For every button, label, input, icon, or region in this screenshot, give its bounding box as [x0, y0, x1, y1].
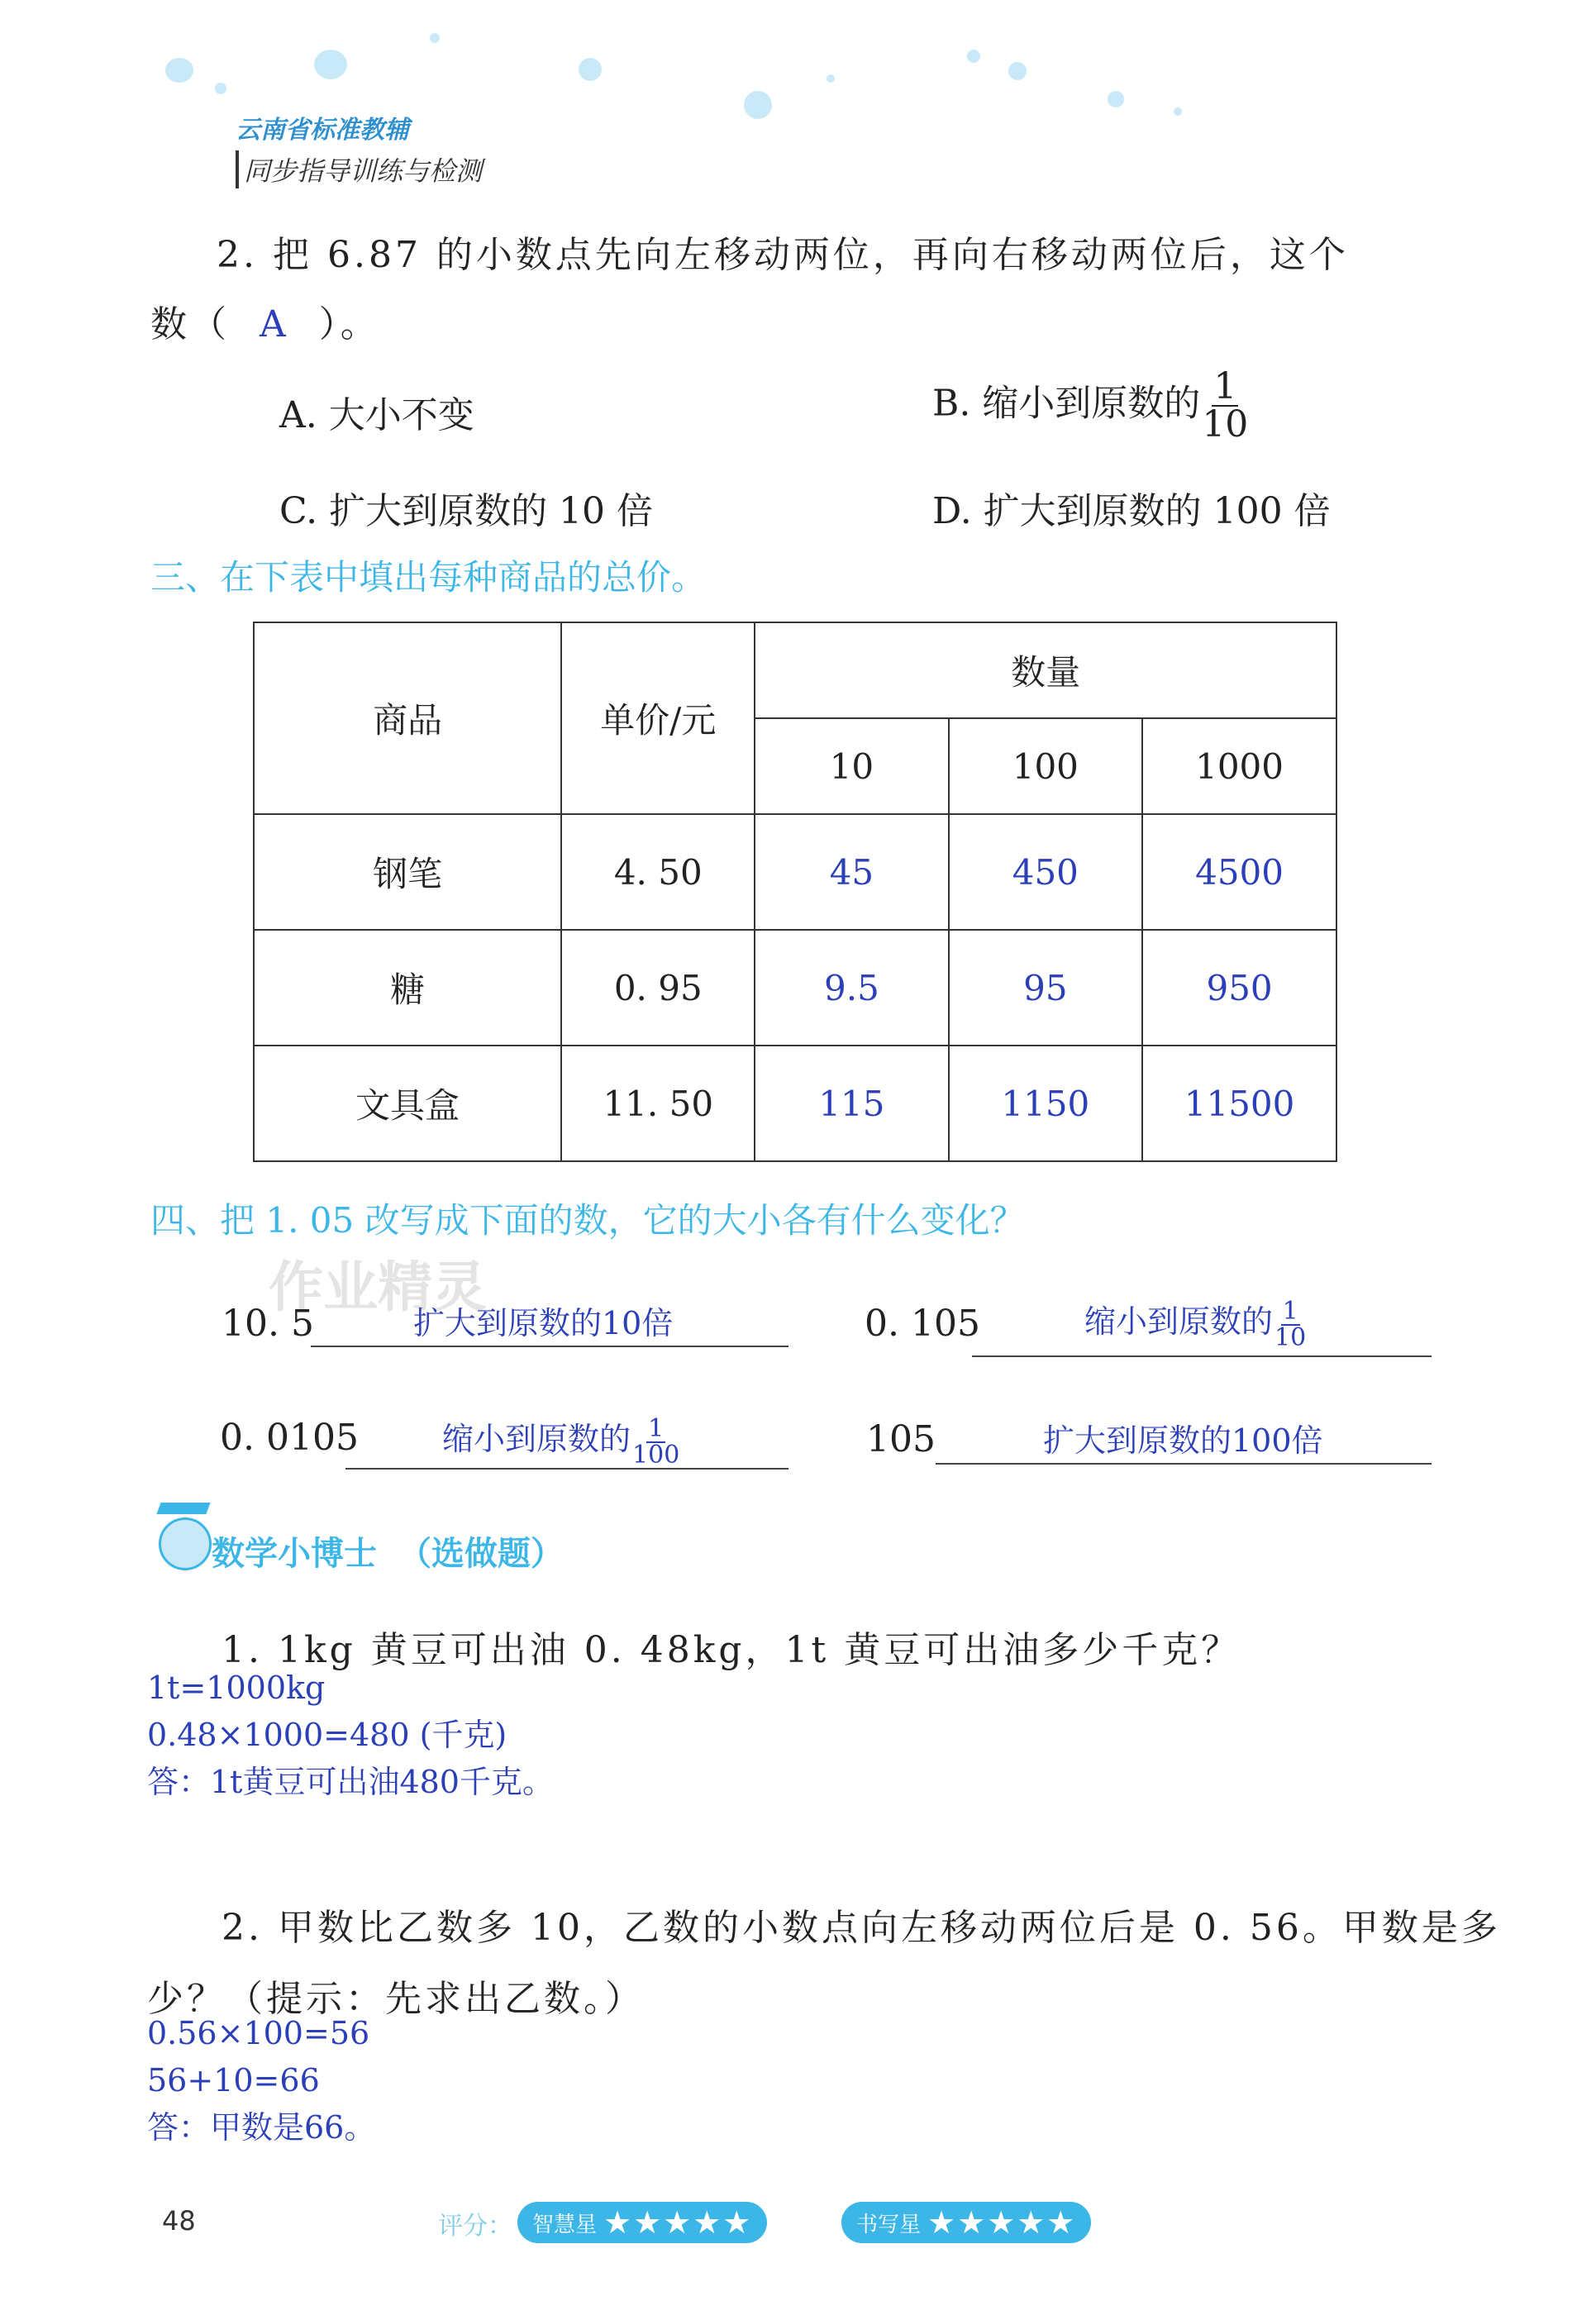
fraction	[631, 1413, 681, 1470]
q2-line1	[217, 225, 1349, 278]
fraction-numerator: 1	[648, 1413, 665, 1443]
total-price: 11500	[1142, 1046, 1336, 1161]
q2-line2	[150, 294, 380, 347]
total-price: 450	[949, 814, 1143, 930]
total-price: 9.5	[755, 930, 948, 1046]
rewrite-number: 0. 105	[865, 1303, 980, 1345]
answer-line	[345, 1468, 788, 1470]
badge-label: 智慧星	[532, 2212, 598, 2237]
answer-line	[972, 1355, 1432, 1357]
goods-name: 文具盒	[254, 1046, 561, 1161]
doctor-optional: （选做题）	[398, 1535, 564, 1573]
fraction-denominator: 10	[1274, 1322, 1307, 1352]
rewrite-answer	[1084, 1296, 1308, 1351]
q2-option-a: A. 大小不变	[279, 394, 474, 436]
solution-line: 1t=1000kg	[147, 1670, 326, 1706]
unit-price: 0. 95	[561, 930, 755, 1046]
rewrite-answer-text: 缩小到原数的	[1084, 1303, 1274, 1340]
goods-name: 糖	[254, 930, 561, 1046]
total-price: 115	[755, 1046, 948, 1161]
book-subtitle: 同步指导训练与检测	[236, 150, 482, 188]
mascot-icon	[154, 1503, 212, 1577]
unit-price: 11. 50	[561, 1046, 755, 1161]
price-table	[253, 622, 1337, 1162]
doctor-q2-line2: 少？（提示：先求出乙数。）	[147, 1978, 645, 2020]
table-row	[254, 930, 1336, 1046]
header-quantity: 数量	[755, 622, 1336, 718]
solution-line: 0.48×1000=480 (千克)	[147, 1717, 507, 1753]
q2-number: 2.	[217, 234, 258, 276]
unit-price: 4. 50	[561, 814, 755, 930]
total-price: 95	[949, 930, 1143, 1046]
q2-text-suffix: ）。	[318, 303, 380, 345]
star-rating: ★★★★★	[927, 2204, 1077, 2241]
fraction-numerator: 1	[1282, 1296, 1298, 1326]
qty-100: 100	[949, 718, 1143, 814]
q2-option-b	[932, 365, 1250, 445]
fraction-denominator: 10	[1202, 403, 1249, 445]
rewrite-number: 0. 0105	[220, 1417, 359, 1459]
rewrite-answer: 扩大到原数的10倍	[413, 1305, 674, 1341]
rewrite-answer-text: 缩小到原数的	[442, 1421, 631, 1457]
answer-line	[936, 1463, 1432, 1465]
fraction-denominator: 100	[632, 1440, 680, 1470]
q2-answer: A	[260, 303, 289, 345]
q2-option-c: C. 扩大到原数的 10 倍	[279, 490, 654, 532]
total-price: 45	[755, 814, 948, 930]
series-title: 云南省标准教辅	[236, 116, 409, 145]
q2-text-prefix: 数（	[150, 303, 230, 345]
q2-text-line1: 把 6.87 的小数点先向左移动两位，再向右移动两位后，这个	[272, 234, 1349, 276]
section3-title: 三、在下表中填出每种商品的总价。	[150, 557, 707, 598]
header-logo	[236, 109, 482, 188]
solution-line: 答：1t黄豆可出油480千克。	[147, 1764, 554, 1800]
section4-title: 四、把 1. 05 改写成下面的数，它的大小各有什么变化？	[150, 1200, 1025, 1241]
table-row	[254, 1046, 1336, 1161]
solution-line: 56+10=66	[147, 2062, 320, 2099]
total-price: 4500	[1142, 814, 1336, 930]
rewrite-number: 10. 5	[222, 1303, 314, 1345]
total-price: 1150	[949, 1046, 1143, 1161]
solution-line: 答：甲数是66。	[147, 2109, 376, 2146]
goods-name: 钢笔	[254, 814, 561, 930]
q2-option-b-text: B. 缩小到原数的	[932, 382, 1201, 425]
fraction	[1200, 365, 1250, 445]
table-row	[254, 814, 1336, 930]
answer-line	[311, 1346, 788, 1347]
doctor-q1-solution	[147, 1665, 554, 1806]
doctor-q2-line1: 2. 甲数比乙数多 10，乙数的小数点向左移动两位后是 0. 56。甲数是多	[222, 1907, 1501, 1949]
star-rating: ★★★★★	[603, 2204, 753, 2241]
qty-1000: 1000	[1142, 718, 1336, 814]
writing-star-badge	[841, 2202, 1091, 2243]
solution-line: 0.56×100=56	[147, 2015, 370, 2051]
qty-10: 10	[755, 718, 948, 814]
page-number: 48	[162, 2205, 196, 2237]
rewrite-answer: 扩大到原数的100倍	[1043, 1422, 1323, 1459]
fraction-numerator: 1	[1213, 365, 1237, 407]
doctor-q1: 1. 1kg 黄豆可出油 0. 48kg，1t 黄豆可出油多少千克？	[222, 1629, 1241, 1671]
rewrite-number: 105	[866, 1418, 936, 1460]
rewrite-answer	[442, 1413, 681, 1468]
q2-option-d: D. 扩大到原数的 100 倍	[932, 490, 1331, 532]
wisdom-star-badge	[517, 2202, 767, 2243]
badge-label: 书写星	[856, 2212, 922, 2237]
doctor-title	[212, 1527, 564, 1574]
header-unit-price: 单价/元	[561, 622, 755, 814]
header-goods: 商品	[254, 622, 561, 814]
fraction	[1273, 1296, 1308, 1352]
score-label: 评分：	[438, 2212, 512, 2241]
doctor-title-text: 数学小博士	[212, 1535, 377, 1573]
doctor-q2-solution	[147, 2010, 375, 2151]
total-price: 950	[1142, 930, 1336, 1046]
watermark: 作业精灵	[269, 1255, 487, 1319]
